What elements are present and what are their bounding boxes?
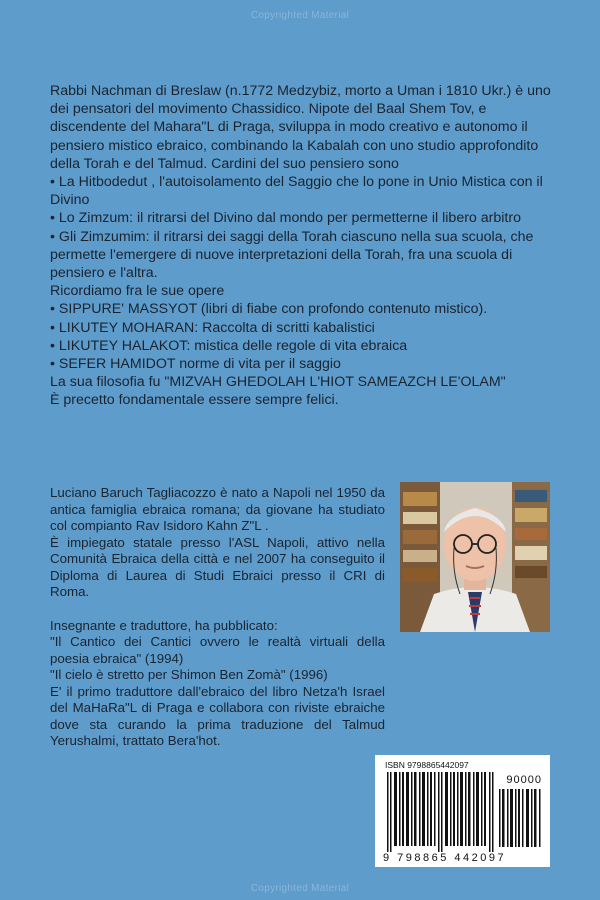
works-list bbox=[50, 300, 555, 373]
isbn-label: ISBN 9798865442097 bbox=[385, 760, 469, 770]
isbn-barcode bbox=[375, 755, 550, 867]
work-item: • SIPPURE' MASSYOT (libri di fiabe con profondo contenuto mistico). bbox=[50, 300, 555, 318]
work-item: • LIKUTEY HALAKOT: mistica delle regole di vita ebraica bbox=[50, 337, 555, 355]
copyright-watermark-bottom: Copyrighted Material bbox=[250, 883, 350, 894]
author-paragraph-translator: E' il primo traduttore dall'ebraico del libro Netza'h Israel del MaHaRa"L di Praga e collabora con riviste ebraiche dove sta curando la prima traduzione del Talmud Yerushalmi, trattato Bera'hot. bbox=[50, 683, 385, 748]
concept-item: • Gli Zimzumim: il ritrarsi dei saggi della Torah ciascuno nella sua scuola, che permette l'emergere di nuove interpretazioni della Torah, fra una scuola di pensiero e l'altra. bbox=[50, 228, 555, 283]
concept-item: • La Hitbodedut , l'autoisolamento del Saggio che lo pone in Unio Mistica con il Divino bbox=[50, 173, 555, 209]
author-paragraph-origin: Luciano Baruch Tagliacozzo è nato a Napoli nel 1950 da antica famiglia ebraica romana; da giovane ha studiato col compianto Rav Isidoro Kahn Z"L . bbox=[50, 485, 385, 533]
publication-item: "Il cielo è stretto per Shimon Ben Zomà" (1996) bbox=[50, 667, 328, 682]
work-item: • LIKUTEY MOHARAN: Raccolta di scritti kabalistici bbox=[50, 319, 555, 337]
publication-item: "Il Cantico dei Cantici ovvero le realtà virtuali della poesia ebraica" (1994) bbox=[50, 634, 385, 666]
works-intro: Ricordiamo fra le sue opere bbox=[50, 283, 225, 300]
concept-item: • Lo Zimzum: il ritrarsi del Divino dal mondo per permetterne il libero arbitro bbox=[50, 209, 555, 227]
author-photo bbox=[400, 482, 550, 632]
author-bio bbox=[50, 485, 385, 750]
price-code: 90000 bbox=[506, 774, 542, 786]
price-barcode-bars bbox=[499, 789, 543, 847]
author-paragraph-career: È impiegato statale presso l'ASL Napoli, attivo nella Comunità Ebraica della città e nel 2007 ha conseguito il Diploma di Laurea di Studi Ebraici presso il CRI di Roma. bbox=[50, 534, 385, 599]
copyright-watermark-top: Copyrighted Material bbox=[250, 10, 350, 21]
intro-paragraph: Rabbi Nachman di Breslaw (n.1772 Medzybiz, morto a Uman i 1810 Ukr.) è uno dei pensatori del movimento Chassidico. Nipote del Baal Shem Tov, e discendente del Mahara"L di Praga, sviluppa in modo creativo e autonomo il pensiero mistico ebraico, combinando la Kabalah con uno studio approfondito della Torah e del Talmud. Cardini del suo pensiero sono bbox=[50, 83, 551, 172]
philosophy-line: La sua filosofia fu "MIZVAH GHEDOLAH L'HIOT SAMEAZCH LE'OLAM" bbox=[50, 374, 506, 391]
publications-heading: Insegnante e traduttore, ha pubblicato: bbox=[50, 617, 278, 633]
book-description bbox=[50, 82, 555, 410]
concepts-list bbox=[50, 173, 555, 282]
work-item: • SEFER HAMIDOT norme di vita per il saggio bbox=[50, 355, 555, 373]
precept-line: È precetto fondamentale essere sempre felici. bbox=[50, 392, 339, 409]
barcode-bars bbox=[387, 772, 495, 852]
barcode-number: 9 798865 442097 bbox=[383, 852, 507, 864]
